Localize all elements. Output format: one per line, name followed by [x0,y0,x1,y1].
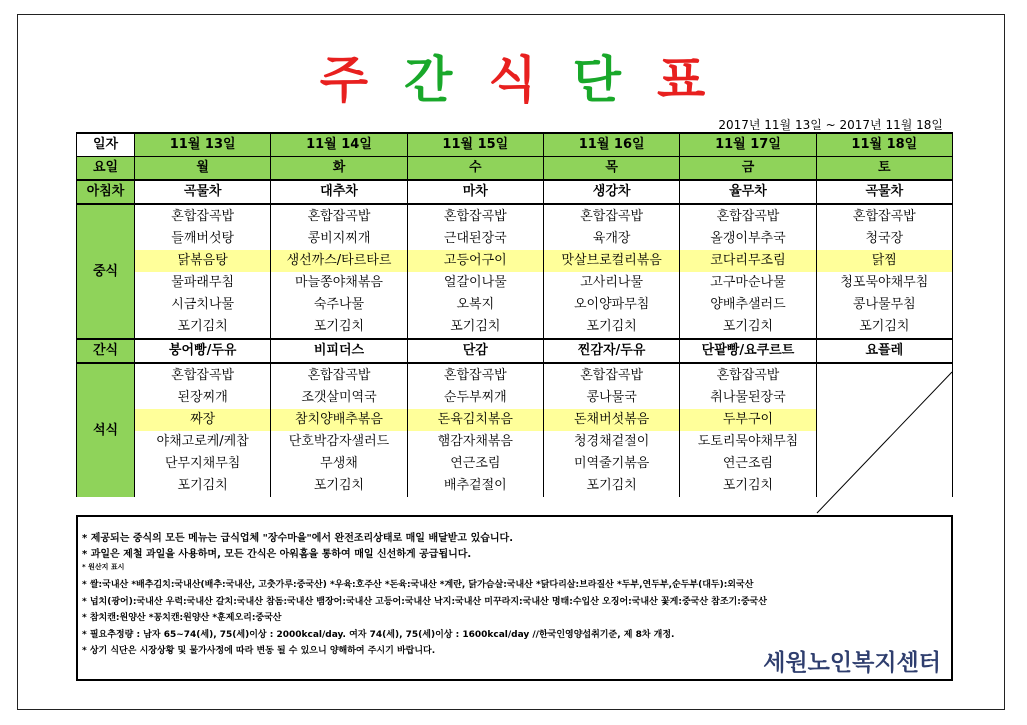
note-line: * 참치캔:원양산 *꽁치캔:원양산 *훈제오리:중국산 [82,613,282,623]
weekday-cell: 목 [543,157,679,181]
tea-row [77,180,953,204]
snack-row [77,339,953,363]
lunch-cell: 혼합잡곡밥 [680,204,816,228]
dinner-cell: 혼합잡곡밥 [135,363,271,387]
snack-cell: 찐감자/두유 [543,339,679,363]
dinner-cell: 무생채 [271,453,407,475]
center-signature: 세원노인복지센터 [763,649,941,676]
snack-cell: 요플레 [816,339,952,363]
lunch-cell: 포기김치 [680,316,816,339]
tea-cell: 대추차 [271,180,407,204]
dinner-cell: 연근조림 [680,453,816,475]
lunch-cell: 숙주나물 [271,294,407,316]
lunch-cell: 양배추샐러드 [680,294,816,316]
note-line: * 상기 식단은 시장상황 및 물가사정에 따라 변동 될 수 있으니 양해하여 주시기 바랍니다. [82,646,436,656]
dinner-cell: 두부구이 [680,409,816,431]
date-cell: 11월 17일 [680,133,816,157]
lunch-cell: 마늘쫑야채볶음 [271,272,407,294]
note-line: * 제공되는 중식의 모든 메뉴는 급식업체 "장수마을"에서 완전조리상태로 매일 배달받고 있습니다. [82,533,514,544]
weekday-cell: 토 [816,157,952,181]
title-char: 단 [572,51,623,109]
snack-cell: 단팥빵/요쿠르트 [680,339,816,363]
lunch-cell: 닭찜 [816,250,952,272]
lunch-cell: 얼갈이나물 [407,272,543,294]
lunch-cell: 닭볶음탕 [135,250,271,272]
dinner-cell: 단무지채무침 [135,453,271,475]
lunch-cell: 들깨버섯탕 [135,228,271,250]
lunch-cell: 콩나물무침 [816,294,952,316]
dinner-cell: 순두부찌개 [407,387,543,409]
weekday-label: 요일 [77,157,135,181]
lunch-cell: 오복지 [407,294,543,316]
dinner-cell: 청경채겉절이 [543,431,679,453]
date-cell: 11월 13일 [135,133,271,157]
lunch-cell: 올갱이부추국 [680,228,816,250]
date-cell: 11월 15일 [407,133,543,157]
lunch-cell: 시금치나물 [135,294,271,316]
note-line: * 넙치(광어):국내산 우럭:국내산 갈치:국내산 참돔:국내산 뱀장어:국내산 고등어:국내산 낙지:국내산 미꾸라지:국내산 명태:수입산 오징어:국내산 꽃게:중국산 참조기:중국산 [82,597,767,607]
lunch-cell: 포기김치 [135,316,271,339]
lunch-cell: 포기김치 [271,316,407,339]
date-range: 2017년 11월 13일 ~ 2017년 11월 18일 [718,118,943,132]
tea-label: 아침차 [77,180,135,204]
lunch-cell: 코다리무조림 [680,250,816,272]
lunch-cell: 포기김치 [407,316,543,339]
lunch-cell: 고등어구이 [407,250,543,272]
dinner-cell: 짜장 [135,409,271,431]
dinner-cell: 연근조림 [407,453,543,475]
snack-cell: 붕어빵/두유 [135,339,271,363]
dinner-cell: 돈육김치볶음 [407,409,543,431]
tea-cell: 생강차 [543,180,679,204]
dinner-cell: 포기김치 [135,475,271,497]
weekday-cell: 월 [135,157,271,181]
lunch-cell: 물파래무침 [135,272,271,294]
lunch-cell: 근대된장국 [407,228,543,250]
dinner-cell: 혼합잡곡밥 [271,363,407,387]
title-char: 간 [404,51,455,109]
lunch-cell: 고사리나물 [543,272,679,294]
lunch-cell: 혼합잡곡밥 [407,204,543,228]
lunch-cell: 포기김치 [543,316,679,339]
lunch-cell: 청국장 [816,228,952,250]
tea-cell: 율무차 [680,180,816,204]
lunch-cell: 혼합잡곡밥 [271,204,407,228]
title-char: 표 [656,51,708,109]
page-title [0,40,1027,112]
lunch-cell: 청포묵야채무침 [816,272,952,294]
dinner-cell: 돈채버섯볶음 [543,409,679,431]
lunch-cell: 혼합잡곡밥 [135,204,271,228]
dinner-cell: 포기김치 [680,475,816,497]
lunch-cell: 포기김치 [816,316,952,339]
lunch-row [77,294,953,316]
lunch-cell: 맛살브로컬리볶음 [543,250,679,272]
dinner-cell: 미역줄기볶음 [543,453,679,475]
lunch-cell: 콩비지찌개 [271,228,407,250]
dinner-cell: 조갯살미역국 [271,387,407,409]
lunch-cell: 육개장 [543,228,679,250]
dinner-cell: 된장찌개 [135,387,271,409]
lunch-row [77,316,953,339]
dinner-cell: 단호박감자샐러드 [271,431,407,453]
note-line: * 필요추정량 : 남자 65~74(세), 75(세)이상 : 2000kcal/day. 여자 74(세), 75(세)이상 : 1600kcal/day //한국인영양섭취기준, 제 8차 개정. [82,630,675,640]
weekday-cell: 수 [407,157,543,181]
lunch-cell: 혼합잡곡밥 [543,204,679,228]
snack-cell: 비피더스 [271,339,407,363]
dinner-cell: 혼합잡곡밥 [680,363,816,387]
lunch-cell: 생선까스/타르타르 [271,250,407,272]
saturday-dinner-diagonal [816,371,953,514]
snack-label: 간식 [77,339,135,363]
dinner-label: 석식 [77,363,135,497]
title-char: 주 [319,51,371,109]
date-cell: 11월 18일 [816,133,952,157]
dinner-cell: 도토리묵야채무침 [680,431,816,453]
date-row [77,133,953,157]
date-cell: 11월 16일 [543,133,679,157]
dinner-cell: 참치양배추볶음 [271,409,407,431]
dinner-cell: 포기김치 [543,475,679,497]
lunch-row [77,204,953,228]
lunch-cell: 혼합잡곡밥 [816,204,952,228]
note-line: * 쌀:국내산 *배추김치:국내산(배추:국내산, 고춧가루:중국산) *우육:호주산 *돈육:국내산 *계란, 닭가슴살:국내산 *닭다리살:브라질산 *두부,연두부,순두부(대두):외국산 [82,580,754,590]
lunch-row [77,228,953,250]
lunch-cell: 고구마순나물 [680,272,816,294]
weekday-row [77,157,953,181]
lunch-label: 중식 [77,204,135,339]
dinner-cell: 포기김치 [271,475,407,497]
lunch-row [77,272,953,294]
note-line: * 과일은 제철 과일을 사용하며, 모든 간식은 아워홈을 통하여 매일 신선하게 공급됩니다. [82,549,472,560]
title-char: 식 [488,51,539,109]
weekday-cell: 화 [271,157,407,181]
dinner-cell: 야채고로케/케찹 [135,431,271,453]
tea-cell: 곡물차 [816,180,952,204]
dinner-cell: 취나물된장국 [680,387,816,409]
dinner-cell: 혼합잡곡밥 [407,363,543,387]
notes-box [76,515,953,681]
tea-cell: 마차 [407,180,543,204]
lunch-cell: 오이양파무침 [543,294,679,316]
tea-cell: 곡물차 [135,180,271,204]
date-label: 일자 [77,133,135,157]
weekday-cell: 금 [680,157,816,181]
dinner-cell: 배추겉절이 [407,475,543,497]
dinner-cell: 햄감자채볶음 [407,431,543,453]
snack-cell: 단감 [407,339,543,363]
date-cell: 11월 14일 [271,133,407,157]
dinner-cell: 콩나물국 [543,387,679,409]
dinner-cell: 혼합잡곡밥 [543,363,679,387]
note-line: * 원산지 표시 [82,563,125,571]
lunch-row [77,250,953,272]
